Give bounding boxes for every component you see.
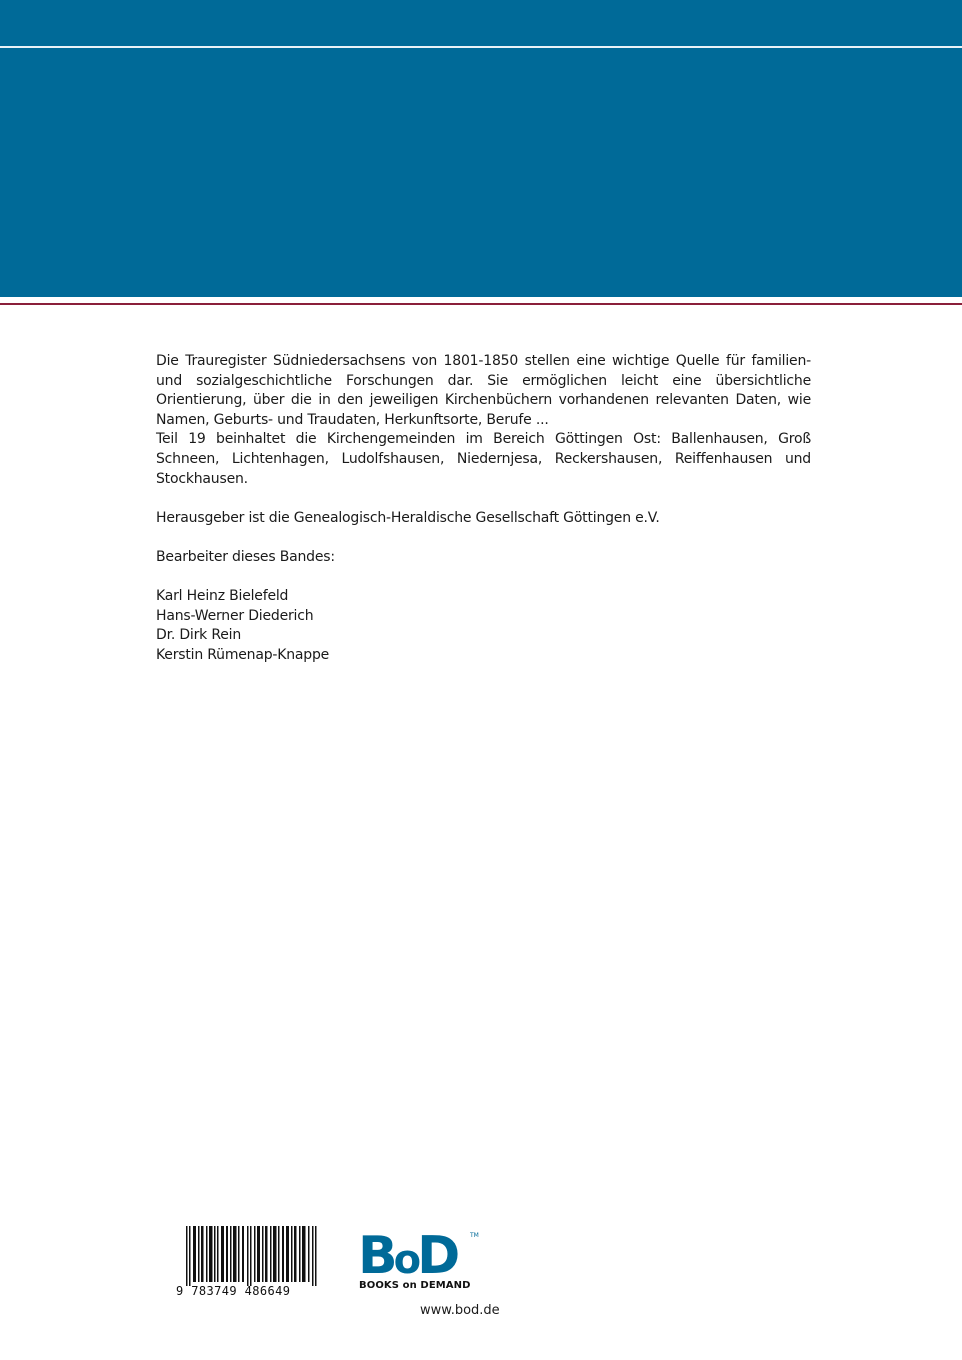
description-paragraph-2: Teil 19 beinhaltet die Kirchengemeinden im Bereich Göttingen Ost: Ballenhausen, Groß Schneen, Lichtenhagen, Ludolfshausen, Niedernjesa, Reckershausen, Reiffenhausen und Stockhausen. xyxy=(156,431,811,487)
editor-name: Karl Heinz Bielefeld xyxy=(156,588,289,605)
editors-heading: Bearbeiter dieses Bandes: xyxy=(156,548,335,565)
publisher-line: Herausgeber ist die Genealogisch-Heraldische Gesellschaft Göttingen e.V. xyxy=(156,509,660,526)
barcode-bars xyxy=(184,1226,322,1286)
barcode-digits: 9 783749 486649 xyxy=(176,1284,291,1298)
isbn-barcode xyxy=(176,1226,322,1298)
header-band-white-line xyxy=(0,46,962,48)
editor-name: Dr. Dirk Rein xyxy=(156,627,242,644)
header-band xyxy=(0,0,962,297)
description-paragraph-1: Die Trauregister Südniedersachsens von 1801-1850 stellen eine wichtige Quelle für familien- und sozialgeschichtliche Forschungen dar. Sie ermöglichen leicht eine übersichtliche Orientierung, über die in den jeweiligen Kirchenbüchern vorhandenen relevanten Daten, wie Namen, Geburts- und Traudaten, Herkunftsorte, Berufe ... xyxy=(156,353,811,428)
bod-logo-mark: BoD xyxy=(358,1226,457,1286)
header-accent-line xyxy=(0,303,962,305)
publisher-url: www.bod.de xyxy=(420,1303,500,1318)
bod-logo-subtitle: BOOKS on DEMAND xyxy=(359,1280,471,1291)
bod-logo xyxy=(358,1226,479,1294)
editor-name: Kerstin Rümenap-Knappe xyxy=(156,646,330,663)
editor-name: Hans-Werner Diederich xyxy=(156,607,314,624)
trademark-symbol: TM xyxy=(470,1232,479,1239)
back-cover-text xyxy=(156,352,811,666)
